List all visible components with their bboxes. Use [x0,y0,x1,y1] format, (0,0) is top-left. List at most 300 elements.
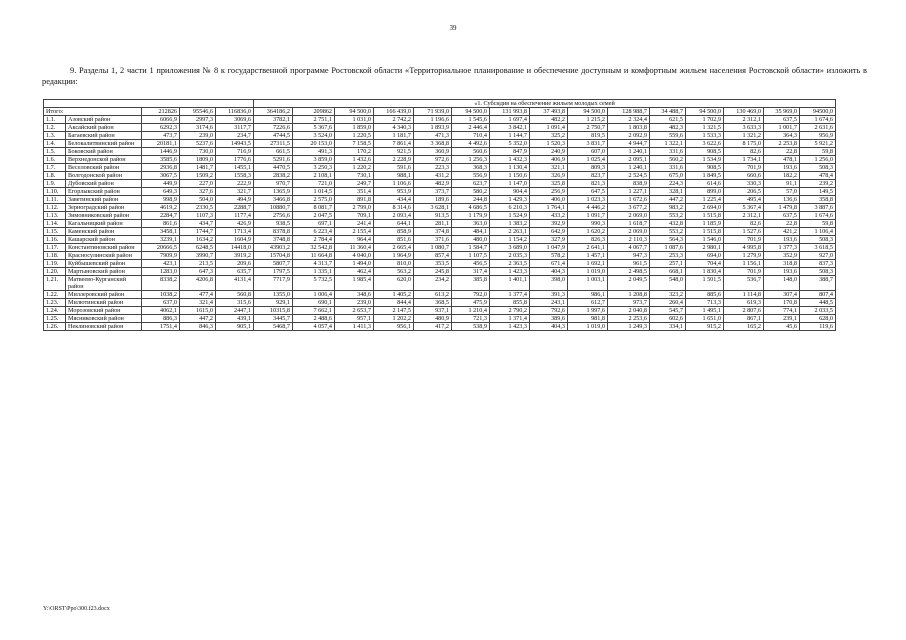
value-cell: 774,1 [764,307,800,315]
value-cell: 2 575,0 [293,196,335,204]
value-cell: 973,7 [608,299,650,307]
value-cell: 227,0 [180,180,216,188]
value-cell: 2 312,1 [724,212,764,220]
value-cell: 1 006,4 [293,291,335,299]
value-cell: 6 210,3 [490,204,530,212]
value-cell: 1 534,9 [686,156,724,164]
value-cell: 3 677,2 [608,204,650,212]
table-row [44,164,836,172]
value-cell: 1 321,5 [686,124,724,132]
value-cell: 1 401,1 [490,276,530,291]
value-cell: 1 495,1 [686,307,724,315]
value-cell: 4 944,7 [608,140,650,148]
value-cell: 373,7 [414,188,452,196]
value-cell: 170,8 [764,299,800,307]
value-cell: 847,9 [490,148,530,156]
value-cell: 614,6 [686,180,724,188]
value-cell: 1604,9 [216,236,254,244]
value-cell: 972,6 [414,156,452,164]
value-cell: 998,9 [142,196,180,204]
value-cell: 213,5 [180,260,216,268]
table-row [44,156,836,164]
value-cell: 1 196,6 [414,116,452,124]
value-cell: 904,4 [490,188,530,196]
district-name: Веселовский район [66,164,142,172]
table-row [44,276,836,291]
district-name: Мартыновский район [66,268,142,276]
value-cell: 6 223,4 [293,228,335,236]
value-cell: 1 179,9 [452,212,490,220]
value-cell: 1 803,8 [608,124,650,132]
value-cell: 10315,8 [254,307,293,315]
value-cell: 3 689,0 [490,244,530,252]
value-cell: 253,3 [650,252,686,260]
row-number: 1.9. [44,180,66,188]
value-cell: 328,1 [650,188,686,196]
value-cell: 908,5 [686,148,724,156]
value-cell: 2 110,3 [608,236,650,244]
value-cell: 970,7 [254,180,293,188]
row-number: 1.16. [44,236,66,244]
value-cell: 891,8 [335,196,374,204]
table-row [44,268,836,276]
value-cell: 844,4 [374,299,414,307]
value-cell: 621,5 [650,116,686,124]
value-cell: 331,6 [650,148,686,156]
value-cell: 1 181,7 [374,132,414,140]
value-cell: 694,0 [686,252,724,260]
value-cell: 32 542,8 [293,244,335,252]
value-cell: 988,1 [374,172,414,180]
value-cell: 591,6 [374,164,414,172]
value-cell: 1 023,3 [568,196,608,204]
value-cell: 5807,7 [254,260,293,268]
value-cell: 612,7 [568,299,608,307]
table-row [44,196,836,204]
value-cell: 5 352,0 [490,140,530,148]
table-row [44,212,836,220]
value-cell: 1 457,1 [568,252,608,260]
value-cell: 3782,1 [254,116,293,124]
value-cell: 4 995,8 [724,244,764,252]
value-cell: 1 849,5 [686,172,724,180]
value-cell: 721,0 [293,180,335,188]
value-cell: 1 256,0 [800,156,836,164]
value-cell: 857,4 [414,252,452,260]
value-cell: 701,9 [724,268,764,276]
value-cell: 1 830,4 [686,268,724,276]
value-cell: 1 997,6 [568,307,608,315]
caption-row [44,100,836,108]
value-cell: 3 368,8 [414,140,452,148]
value-cell: 2 653,7 [335,307,374,315]
value-cell: 823,7 [568,172,608,180]
district-name: Зимовниковский район [66,212,142,220]
total-cell: 166 439,0 [374,108,414,116]
value-cell: 710,4 [452,132,490,140]
value-cell: 439,1 [216,315,254,323]
district-name: Милютинский район [66,299,142,307]
value-cell: 1 423,3 [490,268,530,276]
district-name: Мясниковский район [66,315,142,323]
value-cell: 119,6 [800,323,836,331]
district-name: Кашарский район [66,236,142,244]
value-cell: 307,4 [764,291,800,299]
value-cell: 4131,4 [216,276,254,291]
value-cell: 1 107,5 [452,252,490,260]
value-cell: 929,1 [254,299,293,307]
value-cell: 1 620,2 [568,228,608,236]
value-cell: 1 003,1 [568,276,608,291]
value-cell: 206,5 [724,188,764,196]
value-cell: 8 175,0 [724,140,764,148]
value-cell: 2 155,4 [335,228,374,236]
value-cell: 1 249,3 [608,323,650,331]
value-cell: 2 807,6 [724,307,764,315]
value-cell: 956,1 [374,323,414,331]
value-cell: 1 106,4 [800,228,836,236]
value-cell: 1 001,7 [764,124,800,132]
value-cell: 855,8 [490,299,530,307]
value-cell: 1 114,8 [724,291,764,299]
table-body [44,100,836,331]
table-row [44,172,836,180]
value-cell: 91,1 [764,180,800,188]
value-cell: 1 256,3 [452,156,490,164]
total-cell: 94 500,0 [452,108,490,116]
value-cell: 2 047,5 [293,212,335,220]
value-cell: 8378,8 [254,228,293,236]
value-cell: 406,9 [530,156,568,164]
value-cell: 885,6 [686,291,724,299]
value-cell: 1 025,4 [568,156,608,164]
total-cell: 94 500,0 [568,108,608,116]
value-cell: 363,0 [452,220,490,228]
value-cell: 318,8 [764,260,800,268]
value-cell: 635,7 [216,268,254,276]
value-cell: 325,2 [530,132,568,140]
value-cell: 45,6 [764,323,800,331]
district-name: Морозовский район [66,307,142,315]
value-cell: 961,5 [608,260,650,268]
total-cell: 94 500,0 [686,108,724,116]
value-cell: 947,3 [608,252,650,260]
value-cell: 4470,5 [254,164,293,172]
value-cell: 3 887,6 [800,204,836,212]
value-cell: 2 363,5 [490,260,530,268]
value-cell: 647,3 [180,268,216,276]
value-cell: 475,9 [452,299,490,307]
value-cell: 1 697,4 [490,116,530,124]
total-cell: 128 988,7 [608,108,650,116]
value-cell: 3174,6 [180,124,216,132]
value-cell: 1 202,2 [374,315,414,323]
value-cell: 11 360,4 [335,244,374,252]
value-cell: 5468,7 [254,323,293,331]
value-cell: 837,3 [800,260,836,268]
value-cell: 3 524,0 [293,132,335,140]
district-name: Волгодонской район [66,172,142,180]
value-cell: 3919,2 [216,252,254,260]
value-cell: 915,2 [686,323,724,331]
value-cell: 1 377,4 [490,291,530,299]
value-cell: 2 108,1 [293,172,335,180]
value-cell: 508,3 [800,268,836,276]
value-cell: 14418,0 [216,244,254,252]
value-cell: 957,1 [335,315,374,323]
value-cell: 317,4 [452,268,490,276]
row-number: 1.8. [44,172,66,180]
value-cell: 637,5 [764,212,800,220]
value-cell: 7909,9 [142,252,180,260]
value-cell: 1 674,6 [800,212,836,220]
value-cell: 2 751,1 [293,116,335,124]
value-cell: 243,1 [530,299,568,307]
value-cell: 1365,9 [254,188,293,196]
value-cell: 2284,7 [142,212,180,220]
value-cell: 8 314,6 [374,204,414,212]
value-cell: 1797,5 [254,268,293,276]
value-cell: 193,6 [764,268,800,276]
value-cell: 1 494,0 [335,260,374,268]
value-cell: 495,4 [724,196,764,204]
row-number: 1.7. [44,164,66,172]
value-cell: 1 533,3 [686,132,724,140]
value-cell: 2 784,4 [293,236,335,244]
value-cell: 244,8 [452,196,490,204]
value-cell: 838,9 [608,180,650,188]
value-cell: 462,4 [335,268,374,276]
row-number: 1.19. [44,260,66,268]
row-number: 1.18. [44,252,66,260]
value-cell: 353,5 [414,260,452,268]
value-cell: 1 106,6 [374,180,414,188]
value-cell: 325,8 [530,180,568,188]
district-name: Багаевский район [66,132,142,140]
table-row [44,132,836,140]
value-cell: 644,1 [374,220,414,228]
value-cell: 713,3 [686,299,724,307]
value-cell: 239,0 [180,132,216,140]
value-cell: 2838,2 [254,172,293,180]
value-cell: 637,5 [764,116,800,124]
total-cell: 34 488,7 [650,108,686,116]
value-cell: 239,2 [800,180,836,188]
value-cell: 792,6 [530,307,568,315]
value-cell: 1 702,9 [686,116,724,124]
value-cell: 43903,2 [254,244,293,252]
value-cell: 1776,6 [216,156,254,164]
value-cell: 7717,9 [254,276,293,291]
value-cell: 647,5 [568,188,608,196]
row-number: 1.5. [44,148,66,156]
row-number: 1.4. [44,140,66,148]
value-cell: 1177,4 [216,212,254,220]
value-cell: 2 324,4 [608,116,650,124]
value-cell: 2447,1 [216,307,254,315]
table-row [44,124,836,132]
value-cell: 1 734,1 [724,156,764,164]
table-row [44,148,836,156]
row-number: 1.3. [44,132,66,140]
value-cell: 2 049,5 [608,276,650,291]
table-caption: «1. Субсидия на обеспечение жильем молодых семей [254,100,836,108]
value-cell: 1455,1 [216,164,254,172]
row-number: 1.12. [44,204,66,212]
value-cell: 189,6 [414,196,452,204]
value-cell: 260,4 [650,299,686,307]
value-cell: 14943,5 [216,140,254,148]
value-cell: 807,4 [800,291,836,299]
value-cell: 239,0 [335,299,374,307]
value-cell: 20 153,0 [293,140,335,148]
total-cell: 37 493,8 [530,108,568,116]
value-cell: 1 432,6 [335,156,374,164]
table-row [44,204,836,212]
value-cell: 913,5 [414,212,452,220]
value-cell: 2 069,0 [608,228,650,236]
value-cell: 3 842,1 [490,124,530,132]
value-cell: 20666,5 [142,244,180,252]
value-cell: 964,4 [335,236,374,244]
value-cell: 136,6 [764,196,800,204]
value-cell: 1 964,9 [374,252,414,260]
value-cell: 478,1 [764,156,800,164]
value-cell: 1 405,2 [374,291,414,299]
value-cell: 1 130,4 [490,164,530,172]
value-cell: 82,6 [724,220,764,228]
value-cell: 15704,8 [254,252,293,260]
value-cell: 1 091,4 [530,124,568,132]
value-cell: 1713,4 [216,228,254,236]
value-cell: 434,7 [180,220,216,228]
value-cell: 607,0 [568,148,608,156]
district-name: Миллеровский район [66,291,142,299]
row-number: 1.11. [44,196,66,204]
district-name: Белокалитвинский район [66,140,142,148]
value-cell: 257,1 [650,260,686,268]
value-cell: 323,2 [650,291,686,299]
value-cell: 1 208,8 [608,291,650,299]
value-cell: 556,9 [452,172,490,180]
value-cell: 792,0 [452,291,490,299]
subsidy-table [43,99,836,331]
value-cell: 810,0 [374,260,414,268]
total-cell: 209862 [293,108,335,116]
value-cell: 2 750,7 [568,124,608,132]
value-cell: 921,5 [374,148,414,156]
value-cell: 956,9 [800,132,836,140]
value-cell: 620,0 [374,276,414,291]
value-cell: 953,9 [374,188,414,196]
value-cell: 327,9 [530,236,568,244]
value-cell: 482,2 [530,116,568,124]
row-number: 1.6. [44,156,66,164]
value-cell: 938,5 [254,220,293,228]
value-cell: 2 980,1 [686,244,724,252]
value-cell: 504,0 [180,196,216,204]
value-cell: 351,4 [335,188,374,196]
row-number: 1.24. [44,307,66,315]
value-cell: 321,4 [180,299,216,307]
value-cell: 2 092,9 [608,132,650,140]
value-cell: 649,3 [142,188,180,196]
value-cell: 1 215,2 [568,116,608,124]
value-cell: 5237,6 [180,140,216,148]
value-cell: 986,1 [568,291,608,299]
value-cell: 2 147,5 [374,307,414,315]
value-cell: 4 040,0 [335,252,374,260]
value-cell: 423,1 [142,260,180,268]
value-cell: 668,1 [650,268,686,276]
value-cell: 2 631,6 [800,124,836,132]
value-cell: 3 633,3 [724,124,764,132]
value-cell: 7226,6 [254,124,293,132]
value-cell: 432,8 [650,220,686,228]
value-cell: 404,3 [530,323,568,331]
table-row [44,307,836,315]
district-name: Красносулинский район [66,252,142,260]
table-row [44,228,836,236]
value-cell: 671,4 [530,260,568,268]
value-cell: 981,8 [568,315,608,323]
value-cell: 4744,5 [254,132,293,140]
value-cell: 602,6 [650,315,686,323]
value-cell: 701,9 [724,164,764,172]
value-cell: 1558,3 [216,172,254,180]
value-cell: 2997,3 [180,116,216,124]
value-cell: 4 057,4 [293,323,335,331]
value-cell: 1 692,1 [568,260,608,268]
value-cell: 1 014,5 [293,188,335,196]
value-cell: 3466,8 [254,196,293,204]
value-cell: 1 674,6 [800,116,836,124]
value-cell: 660,6 [724,172,764,180]
value-cell: 661,5 [254,148,293,156]
value-cell: 1 411,3 [335,323,374,331]
total-cell: 71 939,0 [414,108,452,116]
page-number: 39 [449,24,457,32]
value-cell: 826,3 [568,236,608,244]
total-cell: 94 500,0 [335,108,374,116]
value-cell: 619,3 [724,299,764,307]
value-cell: 2330,5 [180,204,216,212]
value-cell: 1 429,3 [490,196,530,204]
district-name: Верхнедонской район [66,156,142,164]
value-cell: 391,3 [530,291,568,299]
value-cell: 1 527,6 [724,228,764,236]
value-cell: 1 047,9 [530,244,568,252]
total-cell: 35 969,0 [764,108,800,116]
value-cell: 6292,3 [142,124,180,132]
value-cell: 11 664,8 [293,252,335,260]
value-cell: 642,9 [530,228,568,236]
value-cell: 3 622,6 [686,140,724,148]
value-cell: 1 019,0 [568,323,608,331]
value-cell: 2 263,1 [490,228,530,236]
value-cell: 623,7 [452,180,490,188]
value-cell: 548,0 [650,276,686,291]
value-cell: 398,0 [530,276,568,291]
value-cell: 1 240,1 [608,148,650,156]
value-cell: 1 210,4 [452,307,490,315]
value-cell: 406,0 [530,196,568,204]
value-cell: 559,6 [650,132,686,140]
value-cell: 1446,9 [142,148,180,156]
value-cell: 1 479,8 [764,204,800,212]
district-name: Боковский район [66,148,142,156]
table-row [44,260,836,268]
